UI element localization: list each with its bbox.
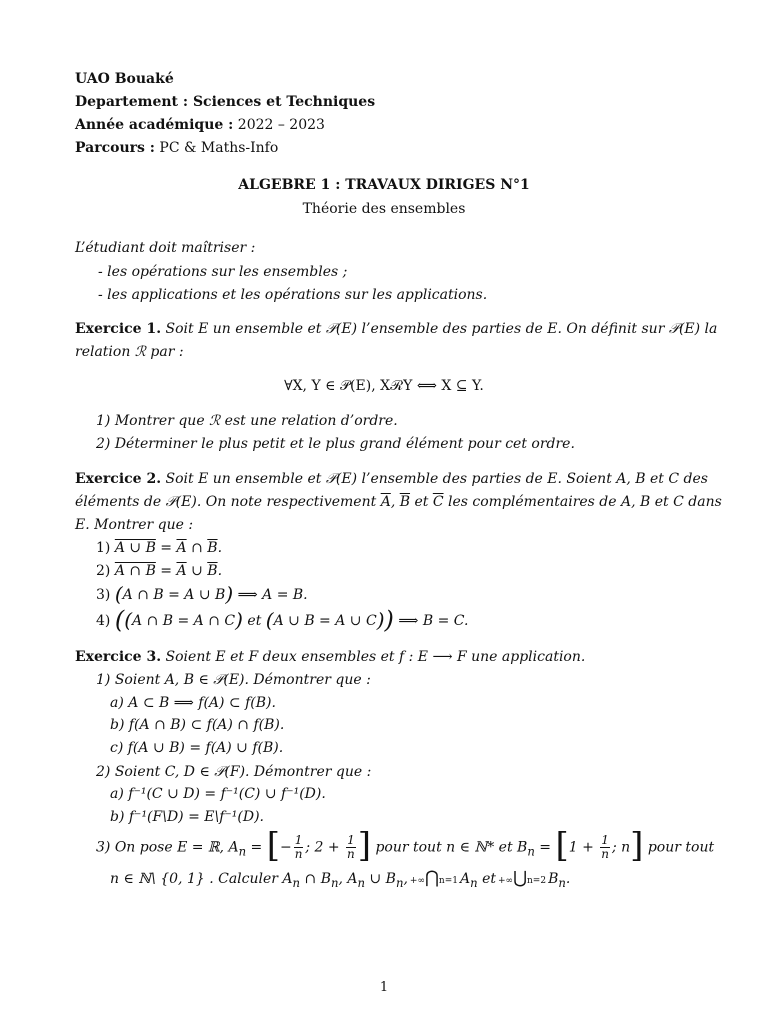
text-segment: , A: [338, 871, 358, 887]
text-segment: n ∈ ℕ\ {0, 1} . Calculer A: [110, 871, 293, 887]
bracket: [: [266, 825, 280, 866]
page-number: 1: [379, 980, 389, 995]
text-segment: B: [548, 871, 559, 887]
text-segment: pour tout: [643, 839, 715, 856]
exercise-2-question-1: [96, 539, 222, 557]
text-segment: =: [155, 563, 177, 579]
big-intersection: [409, 868, 458, 888]
paren: ): [235, 608, 243, 632]
subscript: n: [395, 875, 404, 890]
exercise-3-part-1c: c) f(A ∪ B) = f(A) ∪ f(B).: [110, 740, 284, 756]
text-segment: et: [242, 613, 266, 629]
bigop-upper-bound: +∞: [409, 876, 425, 886]
subscript: n: [238, 844, 247, 859]
text-segment: =: [155, 540, 177, 556]
exercise-2-text-cont: [75, 493, 722, 511]
fraction-denominator: n: [347, 847, 355, 861]
exercise-1-formula: ∀X, Y ∈ 𝒫(E), XℛY ⟺ X ⊆ Y.: [284, 378, 484, 394]
question-number: 2): [96, 563, 111, 579]
text-segment: et: [410, 494, 433, 510]
exercise-3-part-3-cont: [110, 870, 570, 892]
text-segment: 1 +: [568, 839, 599, 856]
fraction-denominator: n: [294, 847, 303, 861]
complement-union: A ∪ B: [114, 540, 156, 556]
text-segment: ∪ B: [365, 871, 396, 887]
academic-year-line: [75, 116, 325, 134]
exercise-1-text-cont: relation ℛ par :: [75, 344, 184, 360]
complement-b: $\overline{B}$: [399, 494, 411, 510]
bigop-lower-bound: n=1: [438, 876, 458, 886]
text-segment: ∩: [186, 540, 208, 556]
text-segment: pour tout n ∈ ℕ* et B: [371, 839, 528, 856]
fraction-one-over-n: [600, 834, 610, 861]
text-segment: ,: [390, 494, 400, 510]
bracket: ]: [630, 825, 644, 866]
exercise-1-question-2: 2) Déterminer le plus petit et le plus grand élément pour cet ordre.: [96, 436, 575, 452]
question-number: 3): [96, 587, 111, 603]
exercise-3-part-1: 1) Soient A, B ∈ 𝒫(E). Démontrer que :: [96, 672, 371, 688]
bracket: ]: [357, 825, 371, 866]
document-subtitle: Théorie des ensembles: [302, 201, 466, 217]
bigop-lower-bound: n=2: [527, 876, 547, 886]
track-value: PC & Maths-Info: [159, 140, 279, 156]
text-segment: ⟹ B = C.: [393, 613, 469, 629]
big-union-symbol: ⋃: [513, 868, 528, 888]
exercise-3-part-3: [96, 825, 715, 866]
objectives-intro: L’étudiant doit maîtriser :: [75, 240, 256, 256]
exercise-3-part-1b: b) f(A ∩ B) ⊂ f(A) ∩ f(B).: [110, 717, 285, 733]
exercise-2-label: Exercice 2.: [75, 471, 162, 487]
track-line: [75, 139, 278, 157]
text-segment: =: [246, 839, 267, 856]
exercise-3-part-2: 2) Soient C, D ∈ 𝒫(F). Démontrer que :: [96, 764, 372, 780]
exercise-3-part-1a: a) A ⊂ B ⟹ f(A) ⊂ f(B).: [110, 695, 276, 711]
complement-a: $\overline{A}$: [380, 494, 391, 510]
complement-c: $\overline{C}$: [432, 494, 444, 510]
subscript: n: [330, 875, 339, 890]
subscript: n: [558, 875, 566, 890]
subscript: n: [292, 875, 301, 890]
text-segment: et: [477, 871, 497, 887]
exercise-3-text: Soient E et F deux ensembles et f : E ⟶ F une application.: [165, 649, 586, 665]
text-segment: ∩ B: [300, 871, 331, 887]
text-segment: ⟹ A = B.: [233, 587, 308, 603]
complement-a: $\overline{A}$: [176, 563, 187, 579]
exercise-2-statement: [75, 470, 708, 488]
paren: ): [225, 582, 234, 606]
exercise-2-question-4: [96, 606, 469, 634]
text-segment: A: [460, 871, 471, 887]
text-segment: −: [280, 839, 292, 856]
track-label: Parcours :: [75, 140, 155, 156]
text-segment: A ∪ B = A ∪ C: [273, 613, 377, 629]
university-name: UAO Bouaké: [75, 71, 174, 87]
objective-item: - les applications et les opérations sur les applications.: [98, 287, 488, 303]
exercise-3-statement: [75, 648, 585, 666]
complement-b: $\overline{B}$: [207, 540, 218, 556]
paren: (: [114, 582, 123, 606]
question-number: 1): [96, 540, 111, 556]
exercise-2-text-cont: E. Montrer que :: [75, 517, 194, 533]
complement-intersection: A ∩ B: [114, 563, 156, 579]
paren: (: [265, 608, 274, 632]
objective-item: - les opérations sur les ensembles ;: [98, 264, 348, 280]
exercise-2-text: Soit E un ensemble et 𝒫(E) l’ensemble des parties de E. Soient A, B et C des: [165, 471, 708, 487]
text-segment: .: [217, 563, 223, 579]
exercise-3-part-2a: a) f⁻¹(C ∪ D) = f⁻¹(C) ∪ f⁻¹(D).: [110, 786, 326, 802]
paren: ): [384, 606, 394, 634]
text-segment: .: [217, 540, 223, 556]
text-segment: ∪: [186, 563, 208, 579]
fraction-numerator: 1: [294, 833, 303, 847]
bigop-upper-bound: +∞: [498, 876, 514, 886]
text-segment: les complémentaires de A, B et C dans: [443, 494, 722, 510]
big-intersection-symbol: ⋂: [424, 868, 439, 888]
paren: ): [376, 608, 385, 632]
text-segment: ; n: [611, 839, 631, 856]
paren: (: [124, 608, 133, 632]
big-union: [498, 868, 547, 888]
fraction-numerator: 1: [601, 833, 609, 847]
document-title: ALGEBRE 1 : TRAVAUX DIRIGES N°1: [238, 177, 530, 193]
exercise-1-question-1: 1) Montrer que ℛ est une relation d’ordre.: [96, 413, 398, 429]
text-segment: ,: [403, 871, 408, 887]
text-segment: ; 2 +: [305, 839, 345, 856]
question-number: 4): [96, 613, 111, 629]
text-segment: =: [534, 839, 556, 856]
subscript: n: [470, 875, 478, 890]
text-segment: .: [565, 871, 571, 887]
bracket: [: [555, 825, 569, 866]
text-segment: 3) On pose E = ℝ, A: [96, 839, 239, 856]
fraction-one-over-n: [294, 834, 304, 861]
exercise-2-question-3: [96, 582, 308, 606]
academic-year-value: 2022 – 2023: [237, 117, 325, 133]
exercise-1-statement: [75, 320, 717, 338]
exercise-3-part-2b: b) f⁻¹(F\D) = E\f⁻¹(D).: [110, 809, 264, 825]
academic-year-label: Année académique :: [75, 117, 234, 133]
complement-a: $\overline{A}$: [176, 540, 187, 556]
text-segment: A ∩ B = A ∩ C: [132, 613, 236, 629]
exercise-2-question-2: [96, 562, 222, 580]
exercise-1-label: Exercice 1.: [75, 321, 162, 337]
exercise-1-text: Soit E un ensemble et 𝒫(E) l’ensemble des parties de E. On définit sur 𝒫(E) la: [165, 321, 718, 337]
paren: (: [114, 606, 125, 634]
fraction-denominator: n: [601, 847, 609, 861]
exercise-3-label: Exercice 3.: [75, 649, 162, 665]
department-line: Departement : Sciences et Techniques: [75, 94, 376, 110]
complement-b: $\overline{B}$: [207, 563, 218, 579]
subscript: n: [527, 844, 535, 859]
subscript: n: [357, 875, 366, 890]
text-segment: A ∩ B = A ∪ B: [122, 587, 226, 603]
fraction-one-over-n: [346, 834, 356, 861]
fraction-numerator: 1: [347, 833, 355, 847]
text-segment: éléments de 𝒫(E). On note respectivement: [75, 494, 381, 510]
